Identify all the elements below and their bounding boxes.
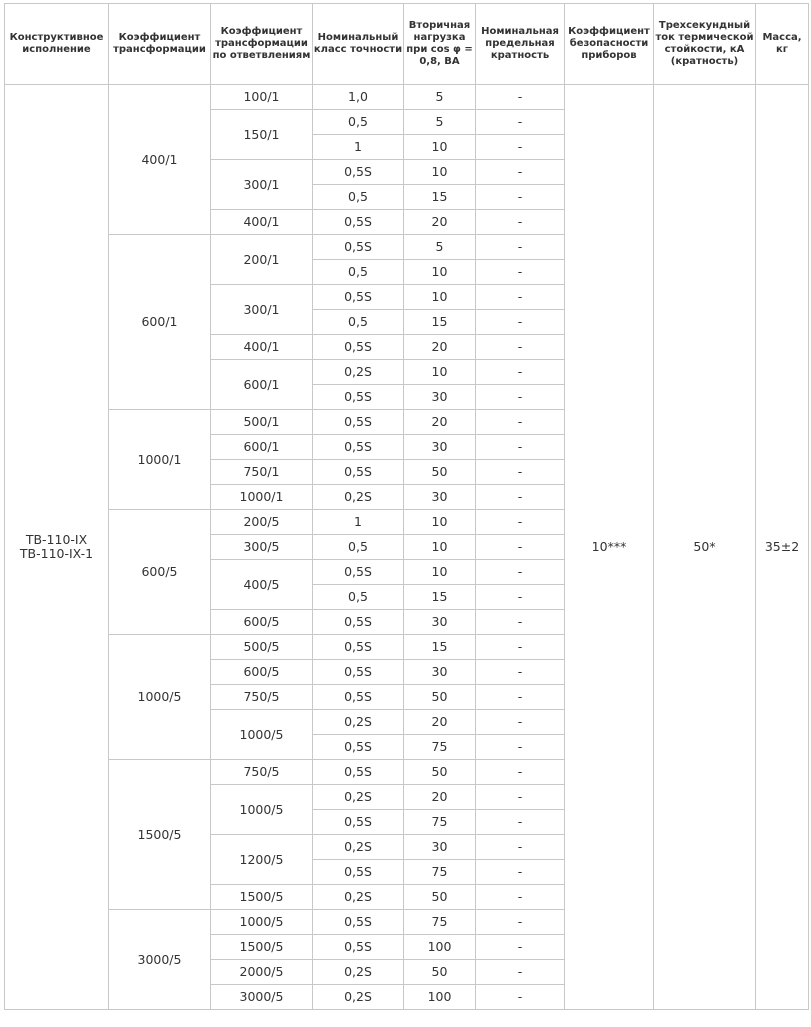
- secondary-load-cell: 30: [404, 485, 476, 510]
- tap-ratio-cell: 500/5: [211, 635, 313, 660]
- accuracy-class-cell: 0,5: [313, 535, 404, 560]
- accuracy-class-cell: 0,5: [313, 310, 404, 335]
- secondary-load-cell: 10: [404, 260, 476, 285]
- limit-multiplicity-cell: -: [476, 160, 565, 185]
- tap-ratio-cell: 400/1: [211, 210, 313, 235]
- accuracy-class-cell: 0,5S: [313, 810, 404, 835]
- accuracy-class-cell: 0,2S: [313, 785, 404, 810]
- secondary-load-cell: 15: [404, 635, 476, 660]
- secondary-load-cell: 10: [404, 285, 476, 310]
- header-accuracy-class: Номинальный класс точности: [313, 4, 404, 85]
- secondary-load-cell: 20: [404, 335, 476, 360]
- tap-ratio-cell: 1500/5: [211, 935, 313, 960]
- limit-multiplicity-cell: -: [476, 585, 565, 610]
- tap-ratio-cell: 750/1: [211, 460, 313, 485]
- accuracy-class-cell: 0,2S: [313, 360, 404, 385]
- accuracy-class-cell: 0,5S: [313, 860, 404, 885]
- limit-multiplicity-cell: -: [476, 560, 565, 585]
- limit-multiplicity-cell: -: [476, 435, 565, 460]
- ratio-cell: 1000/1: [109, 410, 211, 510]
- limit-multiplicity-cell: -: [476, 835, 565, 860]
- header-tap-ratio: Коэффициент трансформации по ответвлениям: [211, 4, 313, 85]
- accuracy-class-cell: 1,0: [313, 85, 404, 110]
- tap-ratio-cell: 300/1: [211, 285, 313, 335]
- limit-multiplicity-cell: -: [476, 310, 565, 335]
- secondary-load-cell: 20: [404, 210, 476, 235]
- secondary-load-cell: 50: [404, 885, 476, 910]
- header-mass: Масса, кг: [756, 4, 809, 85]
- accuracy-class-cell: 1: [313, 510, 404, 535]
- tap-ratio-cell: 400/5: [211, 560, 313, 610]
- header-row: [5, 4, 809, 85]
- tap-ratio-cell: 1000/5: [211, 785, 313, 835]
- accuracy-class-cell: 0,2S: [313, 485, 404, 510]
- secondary-load-cell: 30: [404, 435, 476, 460]
- limit-multiplicity-cell: -: [476, 335, 565, 360]
- accuracy-class-cell: 0,5: [313, 585, 404, 610]
- limit-multiplicity-cell: -: [476, 935, 565, 960]
- secondary-load-cell: 50: [404, 960, 476, 985]
- secondary-load-cell: 5: [404, 85, 476, 110]
- limit-multiplicity-cell: -: [476, 510, 565, 535]
- tap-ratio-cell: 600/5: [211, 660, 313, 685]
- header-thermal-current: Трехсекундный ток термической стойкости, кА (кратность): [654, 4, 756, 85]
- accuracy-class-cell: 1: [313, 135, 404, 160]
- limit-multiplicity-cell: -: [476, 385, 565, 410]
- table-row: [5, 85, 809, 110]
- accuracy-class-cell: 0,2S: [313, 885, 404, 910]
- tap-ratio-cell: 500/1: [211, 410, 313, 435]
- tap-ratio-cell: 750/5: [211, 685, 313, 710]
- accuracy-class-cell: 0,5S: [313, 460, 404, 485]
- tap-ratio-cell: 400/1: [211, 335, 313, 360]
- ratio-cell: 400/1: [109, 85, 211, 235]
- secondary-load-cell: 20: [404, 410, 476, 435]
- secondary-load-cell: 30: [404, 835, 476, 860]
- mass-cell: 35±2: [756, 85, 809, 1010]
- header-ratio: Коэффициент трансформации: [109, 4, 211, 85]
- secondary-load-cell: 15: [404, 585, 476, 610]
- accuracy-class-cell: 0,5S: [313, 410, 404, 435]
- limit-multiplicity-cell: -: [476, 785, 565, 810]
- accuracy-class-cell: 0,5S: [313, 760, 404, 785]
- tap-ratio-cell: 1000/5: [211, 910, 313, 935]
- secondary-load-cell: 10: [404, 160, 476, 185]
- tap-ratio-cell: 1000/1: [211, 485, 313, 510]
- secondary-load-cell: 20: [404, 785, 476, 810]
- accuracy-class-cell: 0,5S: [313, 635, 404, 660]
- accuracy-class-cell: 0,5: [313, 110, 404, 135]
- secondary-load-cell: 10: [404, 535, 476, 560]
- secondary-load-cell: 50: [404, 760, 476, 785]
- secondary-load-cell: 10: [404, 135, 476, 160]
- ratio-cell: 600/1: [109, 235, 211, 410]
- limit-multiplicity-cell: -: [476, 185, 565, 210]
- tap-ratio-cell: 2000/5: [211, 960, 313, 985]
- secondary-load-cell: 75: [404, 910, 476, 935]
- limit-multiplicity-cell: -: [476, 860, 565, 885]
- limit-multiplicity-cell: -: [476, 460, 565, 485]
- accuracy-class-cell: 0,5S: [313, 660, 404, 685]
- tap-ratio-cell: 600/1: [211, 435, 313, 460]
- secondary-load-cell: 50: [404, 685, 476, 710]
- secondary-load-cell: 20: [404, 710, 476, 735]
- tap-ratio-cell: 600/1: [211, 360, 313, 410]
- accuracy-class-cell: 0,5S: [313, 735, 404, 760]
- accuracy-class-cell: 0,5S: [313, 910, 404, 935]
- header-safety-factor: Коэффициент безопасности приборов: [565, 4, 654, 85]
- accuracy-class-cell: 0,5S: [313, 285, 404, 310]
- limit-multiplicity-cell: -: [476, 885, 565, 910]
- limit-multiplicity-cell: -: [476, 910, 565, 935]
- accuracy-class-cell: 0,5S: [313, 685, 404, 710]
- table-header: [5, 4, 809, 85]
- ratio-cell: 1000/5: [109, 635, 211, 760]
- secondary-load-cell: 15: [404, 310, 476, 335]
- accuracy-class-cell: 0,5S: [313, 435, 404, 460]
- secondary-load-cell: 75: [404, 860, 476, 885]
- limit-multiplicity-cell: -: [476, 260, 565, 285]
- limit-multiplicity-cell: -: [476, 485, 565, 510]
- limit-multiplicity-cell: -: [476, 110, 565, 135]
- secondary-load-cell: 100: [404, 985, 476, 1010]
- accuracy-class-cell: 0,5S: [313, 235, 404, 260]
- tap-ratio-cell: 300/1: [211, 160, 313, 210]
- accuracy-class-cell: 0,2S: [313, 960, 404, 985]
- accuracy-class-cell: 0,5S: [313, 385, 404, 410]
- accuracy-class-cell: 0,5S: [313, 560, 404, 585]
- accuracy-class-cell: 0,5S: [313, 335, 404, 360]
- ratio-cell: 1500/5: [109, 760, 211, 910]
- limit-multiplicity-cell: -: [476, 410, 565, 435]
- secondary-load-cell: 50: [404, 460, 476, 485]
- accuracy-class-cell: 0,2S: [313, 985, 404, 1010]
- accuracy-class-cell: 0,2S: [313, 835, 404, 860]
- limit-multiplicity-cell: -: [476, 85, 565, 110]
- safety-factor-cell: 10***: [565, 85, 654, 1010]
- thermal-current-cell: 50*: [654, 85, 756, 1010]
- limit-multiplicity-cell: -: [476, 235, 565, 260]
- tap-ratio-cell: 1000/5: [211, 710, 313, 760]
- limit-multiplicity-cell: -: [476, 135, 565, 160]
- secondary-load-cell: 30: [404, 610, 476, 635]
- accuracy-class-cell: 0,5S: [313, 210, 404, 235]
- secondary-load-cell: 15: [404, 185, 476, 210]
- tap-ratio-cell: 3000/5: [211, 985, 313, 1010]
- secondary-load-cell: 75: [404, 810, 476, 835]
- tap-ratio-cell: 150/1: [211, 110, 313, 160]
- secondary-load-cell: 5: [404, 235, 476, 260]
- secondary-load-cell: 10: [404, 510, 476, 535]
- secondary-load-cell: 10: [404, 360, 476, 385]
- tap-ratio-cell: 600/5: [211, 610, 313, 635]
- limit-multiplicity-cell: -: [476, 635, 565, 660]
- limit-multiplicity-cell: -: [476, 985, 565, 1010]
- secondary-load-cell: 10: [404, 560, 476, 585]
- tap-ratio-cell: 200/1: [211, 235, 313, 285]
- limit-multiplicity-cell: -: [476, 760, 565, 785]
- ratio-cell: 600/5: [109, 510, 211, 635]
- accuracy-class-cell: 0,2S: [313, 710, 404, 735]
- tap-ratio-cell: 1500/5: [211, 885, 313, 910]
- table-body: [5, 85, 809, 1010]
- ratio-cell: 3000/5: [109, 910, 211, 1010]
- tap-ratio-cell: 1200/5: [211, 835, 313, 885]
- limit-multiplicity-cell: -: [476, 610, 565, 635]
- accuracy-class-cell: 0,5S: [313, 935, 404, 960]
- accuracy-class-cell: 0,5S: [313, 610, 404, 635]
- secondary-load-cell: 5: [404, 110, 476, 135]
- design-cell: ТВ-110-IX ТВ-110-IX-1: [5, 85, 109, 1010]
- header-limit-multiplicity: Номинальная предельная кратность: [476, 4, 565, 85]
- limit-multiplicity-cell: -: [476, 210, 565, 235]
- limit-multiplicity-cell: -: [476, 660, 565, 685]
- tap-ratio-cell: 300/5: [211, 535, 313, 560]
- header-design: Конструктивное исполнение: [5, 4, 109, 85]
- header-secondary-load: Вторичная нагрузка при cos φ = 0,8, ВА: [404, 4, 476, 85]
- accuracy-class-cell: 0,5: [313, 260, 404, 285]
- limit-multiplicity-cell: -: [476, 685, 565, 710]
- limit-multiplicity-cell: -: [476, 285, 565, 310]
- secondary-load-cell: 30: [404, 660, 476, 685]
- tap-ratio-cell: 750/5: [211, 760, 313, 785]
- limit-multiplicity-cell: -: [476, 810, 565, 835]
- limit-multiplicity-cell: -: [476, 535, 565, 560]
- secondary-load-cell: 30: [404, 385, 476, 410]
- accuracy-class-cell: 0,5: [313, 185, 404, 210]
- secondary-load-cell: 75: [404, 735, 476, 760]
- limit-multiplicity-cell: -: [476, 735, 565, 760]
- secondary-load-cell: 100: [404, 935, 476, 960]
- tap-ratio-cell: 200/5: [211, 510, 313, 535]
- limit-multiplicity-cell: -: [476, 960, 565, 985]
- limit-multiplicity-cell: -: [476, 710, 565, 735]
- accuracy-class-cell: 0,5S: [313, 160, 404, 185]
- transformer-spec-table: [4, 3, 809, 1010]
- tap-ratio-cell: 100/1: [211, 85, 313, 110]
- limit-multiplicity-cell: -: [476, 360, 565, 385]
